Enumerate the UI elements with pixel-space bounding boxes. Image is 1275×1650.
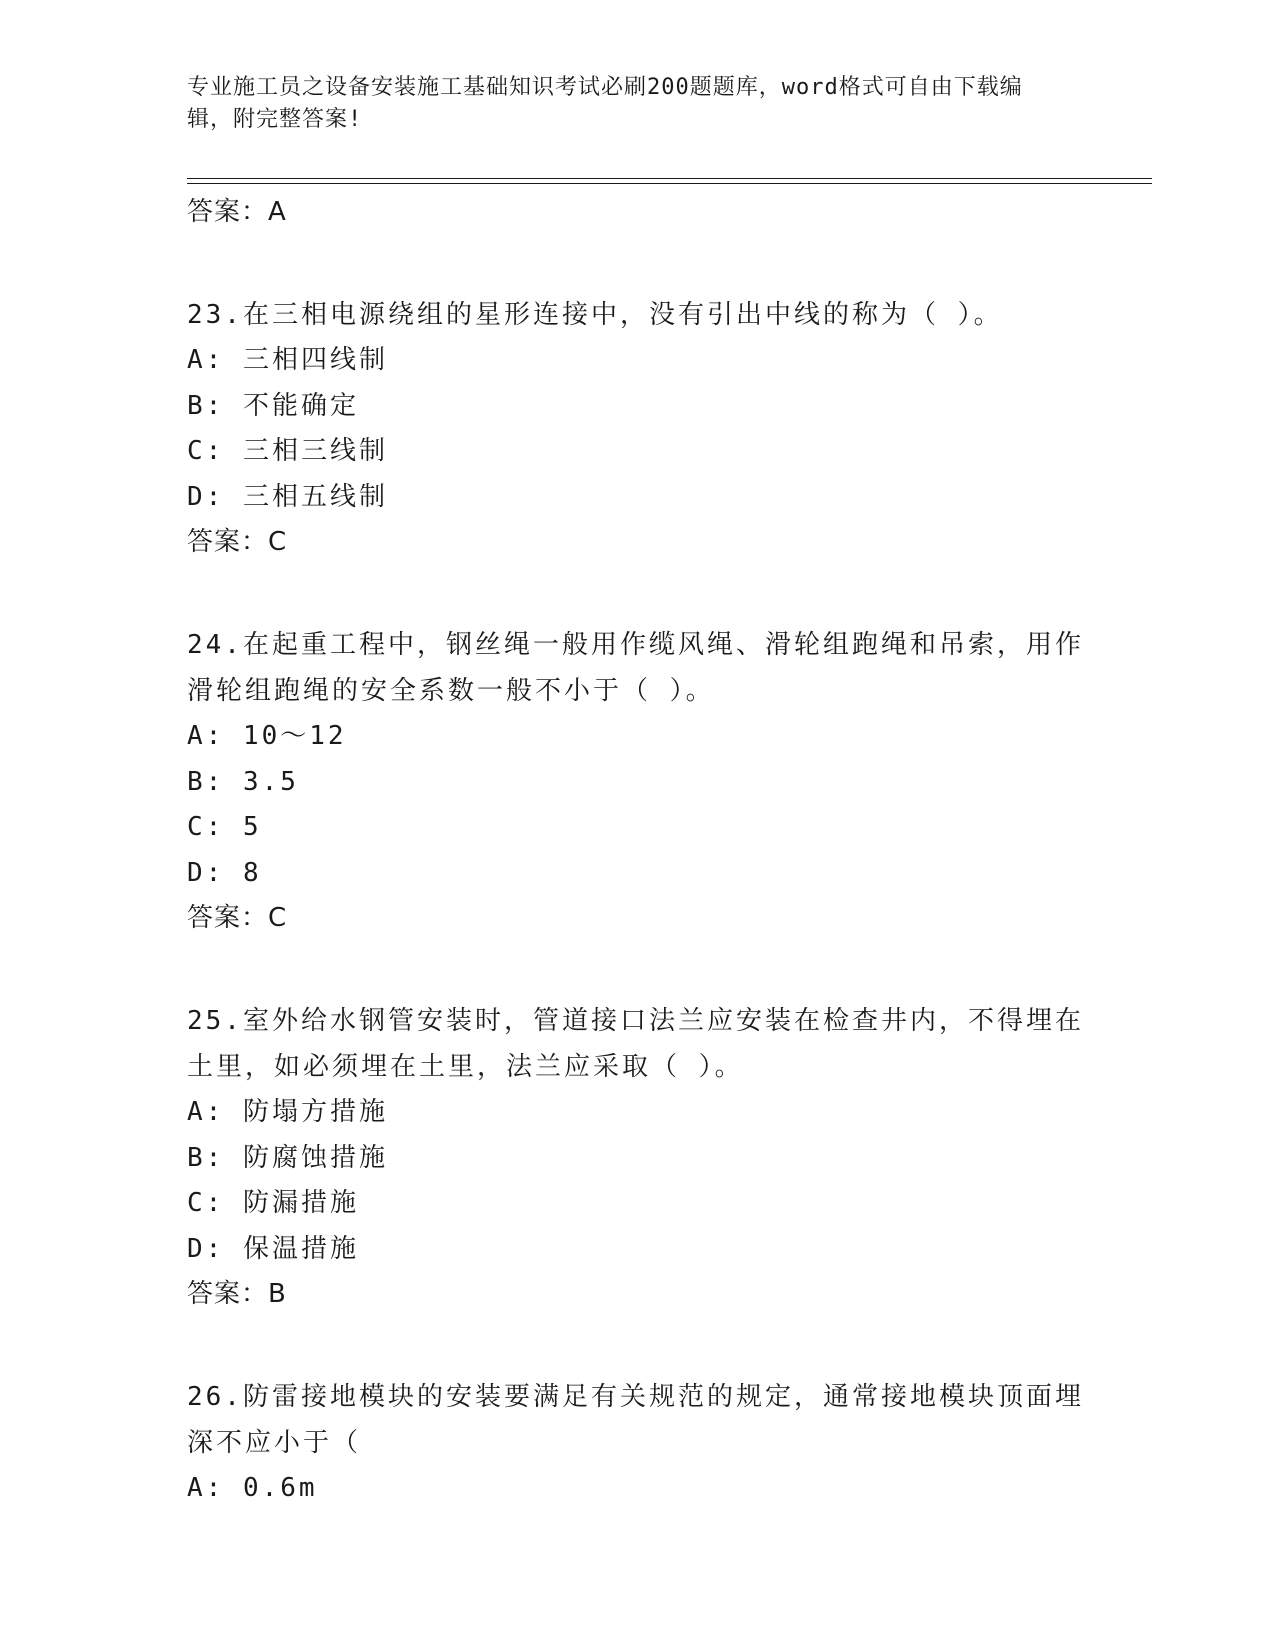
question-stem: 24.在起重工程中，钢丝绳一般用作缆风绳、滑轮组跑绳和吊索，用作滑轮组跑绳的安全系数一般不小于（ ）。 <box>187 630 1084 706</box>
question-block <box>187 1374 1087 1512</box>
option-d: D: 保温措施 <box>187 1233 359 1264</box>
question-block <box>187 998 1087 1316</box>
question-block <box>187 292 1087 564</box>
header-rule-bottom <box>187 183 1152 184</box>
header-title: 专业施工员之设备安装施工基础知识考试必刷200题题库，word格式可自由下载编辑，附完整答案! <box>187 75 1023 132</box>
question-block <box>187 622 1087 940</box>
answer-line: 答案：C <box>187 903 288 933</box>
option-a: A: 三相四线制 <box>187 345 388 375</box>
answer-line: 答案：A <box>187 197 287 227</box>
option-c: C: 5 <box>187 812 262 842</box>
question-stem: 25.室外给水钢管安装时，管道接口法兰应安装在检查井内，不得埋在土里，如必须埋在土里，法兰应采取（ ）。 <box>187 1006 1084 1082</box>
option-c: C: 防漏措施 <box>187 1188 359 1218</box>
option-b: B: 防腐蚀措施 <box>187 1142 388 1173</box>
option-d: D: 三相五线制 <box>187 481 388 512</box>
question-stem: 23.在三相电源绕组的星形连接中，没有引出中线的称为（ ）。 <box>187 300 1003 330</box>
option-a: A: 10～12 <box>187 721 347 751</box>
answer-line: 答案：C <box>187 527 288 557</box>
option-a: A: 防塌方措施 <box>187 1097 388 1127</box>
question-list <box>187 190 1087 1512</box>
option-d: D: 8 <box>187 857 262 888</box>
document-header <box>187 72 1067 136</box>
option-a: A: 0.6m <box>187 1473 318 1503</box>
option-b: B: 3.5 <box>187 766 299 797</box>
answer-line: 答案：B <box>187 1279 287 1309</box>
option-b: B: 不能确定 <box>187 390 359 421</box>
header-rule-top <box>187 178 1152 179</box>
option-c: C: 三相三线制 <box>187 436 388 466</box>
question-stem: 26.防雷接地模块的安装要满足有关规范的规定，通常接地模块顶面埋深不应小于（ <box>187 1382 1084 1458</box>
